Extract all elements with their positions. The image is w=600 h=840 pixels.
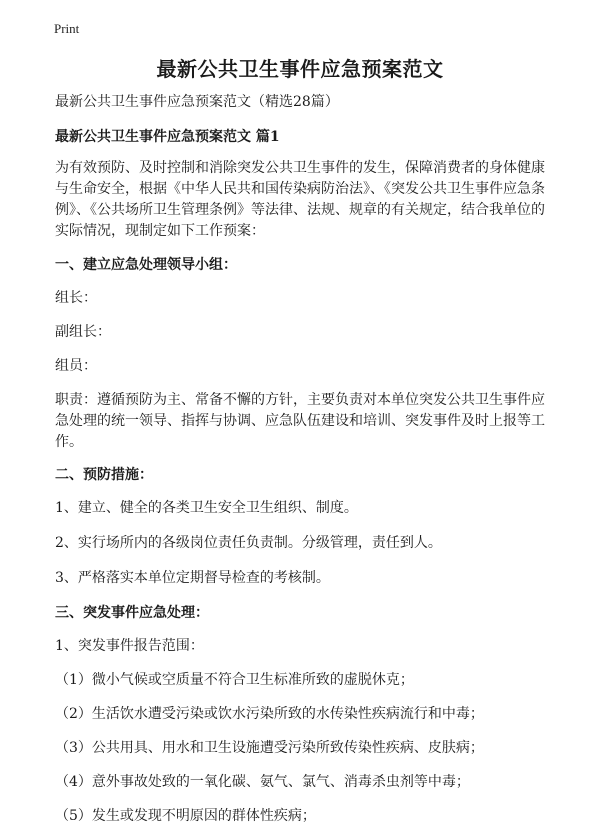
article-title: 最新公共卫生事件应急预案范文 篇1 xyxy=(55,129,280,145)
measure-item: 1、建立、健全的各类卫生安全卫生组织、制度。 xyxy=(55,500,358,516)
duty-paragraph: 职责：遵循预防为主、常备不懈的方针，主要负责对本单位突发公共卫生事件应急处理的统一领导、指挥与协调、应急队伍建设和培训、突发事件及时上报等工作。 xyxy=(55,392,545,450)
section-heading-leadership: 一、建立应急处理领导小组： xyxy=(55,257,237,273)
measure-item: 3、严格落实本单位定期督导检查的考核制。 xyxy=(55,570,330,586)
page-title: 最新公共卫生事件应急预案范文 xyxy=(156,57,444,81)
intro-paragraph: 为有效预防、及时控制和消除突发公共卫生事件的发生，保障消费者的身体健康与生命安全，根据《中华人民共和国传染病防治法》、《突发公共卫生事件应急条例》、《公共场所卫生管理条例》等法律、法规、规章的有关规定，结合我单位的实际情况，现制定如下工作预案： xyxy=(55,160,545,239)
document-body xyxy=(55,92,555,840)
measure-item: 2、实行场所内的各级岗位责任负责制。分级管理，责任到人。 xyxy=(55,535,442,551)
deputy-leader-line: 副组长： xyxy=(55,324,111,340)
section-heading-prevention: 二、预防措施： xyxy=(55,467,153,483)
scope-item: （5）发生或发现不明原因的群体性疾病； xyxy=(55,808,316,824)
print-link[interactable]: Print xyxy=(54,21,80,36)
scope-item: （3）公共用具、用水和卫生设施遭受污染所致传染性疾病、皮肤病； xyxy=(55,740,484,756)
document-subtitle: 最新公共卫生事件应急预案范文（精选28篇） xyxy=(55,94,339,110)
section-heading-emergency: 三、突发事件应急处理： xyxy=(55,605,209,621)
scope-item: （4）意外事故处致的一氧化碳、氨气、氯气、消毒杀虫剂等中毒； xyxy=(55,774,470,790)
leader-line: 组长： xyxy=(55,290,97,306)
scope-item: （2）生活饮水遭受污染或饮水污染所致的水传染性疾病流行和中毒； xyxy=(55,706,484,722)
members-line: 组员： xyxy=(55,358,97,374)
scope-item: （1）微小气候或空质量不符合卫生标准所致的虚脱休克； xyxy=(55,672,414,688)
report-scope-line: 1、突发事件报告范围： xyxy=(55,638,204,654)
